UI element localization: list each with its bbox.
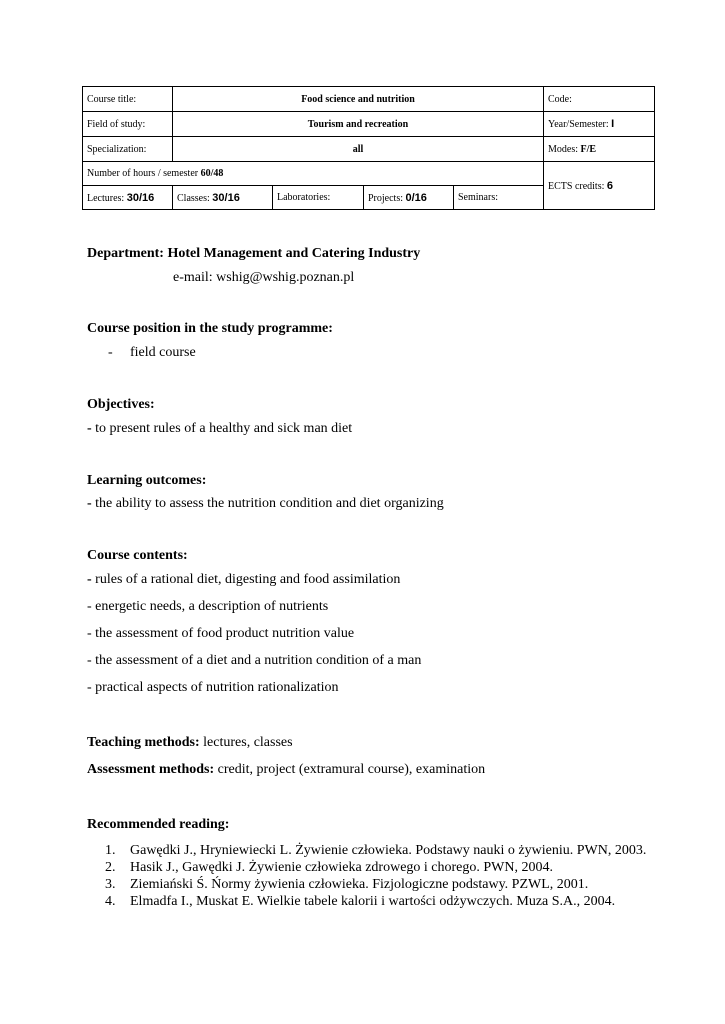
- reading-text: Gawędki J., Hryniewiecki L. Żywienie człowieka. Podstawy nauki o żywieniu. PWN, 2003.: [130, 843, 647, 858]
- teaching-label: Teaching methods:: [87, 735, 200, 750]
- reading-number: 1.: [105, 843, 116, 858]
- objectives-dash: -: [87, 421, 92, 436]
- labs-cell: [273, 186, 364, 210]
- outcomes-dash: -: [87, 496, 92, 511]
- spec-value: all: [173, 137, 544, 162]
- contents-item: - the assessment of food product nutrition value: [87, 626, 355, 641]
- list-item: [105, 893, 650, 910]
- list-item: [105, 842, 650, 859]
- labs-label: Laboratories:: [277, 192, 331, 203]
- contents-item: - the assessment of a diet and a nutrition condition of a man: [87, 653, 422, 668]
- projects-label: Projects:: [368, 192, 403, 204]
- contents-dash: -: [87, 572, 92, 587]
- outcomes-heading: Learning outcomes:: [87, 473, 207, 488]
- list-item: [105, 876, 650, 893]
- teaching-methods: [87, 735, 293, 751]
- teaching-value: lectures, classes: [199, 735, 293, 750]
- projects-value: 0/16: [405, 191, 427, 204]
- contents-first-text: rules of a rational diet, digesting and food assimilation: [91, 572, 401, 587]
- year-cell: [544, 112, 655, 137]
- outcomes-text: the ability to assess the nutrition condition and diet organizing: [91, 496, 444, 511]
- code-label: Code:: [544, 87, 655, 112]
- modes-cell: [544, 137, 655, 162]
- year-value: I: [611, 118, 615, 130]
- classes-value: 30/16: [212, 191, 240, 204]
- contents-item: - practical aspects of nutrition rationalization: [87, 680, 339, 695]
- objectives-heading: Objectives:: [87, 397, 155, 412]
- reading-text: Elmadfa I., Muskat E. Wielkie tabele kalorii i wartości odżywczych. Muza S.A., 2004.: [130, 894, 616, 909]
- ects-label: ECTS credits:: [548, 180, 605, 192]
- objectives-text: to present rules of a healthy and sick man diet: [91, 421, 353, 436]
- course-title-label: Course title:: [83, 87, 173, 112]
- modes-label: Modes:: [548, 143, 578, 155]
- reading-list: [105, 842, 650, 910]
- contents-heading: Course contents:: [87, 548, 188, 563]
- table-row: [83, 137, 655, 162]
- course-title-value: Food science and nutrition: [173, 87, 544, 112]
- reading-number: 2.: [105, 860, 116, 875]
- year-label: Year/Semester:: [548, 119, 609, 130]
- ects-cell: [544, 162, 655, 210]
- department-email: e-mail: wshig@wshig.poznan.pl: [173, 270, 355, 285]
- seminars-cell: [454, 186, 544, 210]
- seminars-label: Seminars:: [458, 192, 498, 203]
- field-value: Tourism and recreation: [173, 112, 544, 137]
- position-heading: Course position in the study programme:: [87, 321, 333, 336]
- reading-text: Ziemiański Ś. Ńormy żywienia człowieka. Fizjologiczne podstawy. PZWL, 2001.: [130, 877, 589, 892]
- position-item: field course: [130, 345, 196, 360]
- table-row: [83, 87, 655, 112]
- position-dash: -: [108, 345, 113, 360]
- course-info-table: [82, 86, 655, 210]
- reading-heading: Recommended reading:: [87, 817, 230, 832]
- field-label: Field of study:: [83, 112, 173, 137]
- hours-cell: [83, 162, 544, 186]
- table-row: [83, 162, 655, 186]
- reading-number: 3.: [105, 877, 116, 892]
- projects-cell: [364, 186, 454, 210]
- list-item: [105, 859, 650, 876]
- reading-text: Hasik J., Gawędki J. Żywienie człowieka zdrowego i chorego. PWN, 2004.: [130, 860, 554, 875]
- objectives-item: [87, 421, 352, 437]
- spec-label: Specialization:: [83, 137, 173, 162]
- lectures-label: Lectures:: [87, 192, 125, 204]
- classes-label: Classes:: [177, 192, 210, 204]
- hours-label: Number of hours / semester: [87, 168, 199, 179]
- assessment-label: Assessment methods:: [87, 762, 215, 777]
- ects-value: 6: [606, 179, 614, 192]
- modes-value: F/E: [580, 143, 597, 155]
- outcomes-item: [87, 496, 444, 512]
- assessment-value: credit, project (extramural course), examination: [214, 762, 486, 777]
- assessment-methods: [87, 762, 485, 778]
- classes-cell: [173, 186, 273, 210]
- lectures-value: 30/16: [126, 191, 155, 204]
- contents-item: - energetic needs, a description of nutrients: [87, 599, 329, 614]
- reading-number: 4.: [105, 894, 116, 909]
- hours-value: 60/48: [200, 168, 224, 179]
- contents-item: [87, 572, 400, 588]
- table-row: [83, 112, 655, 137]
- department-heading: Department: Hotel Management and Catering Industry: [87, 246, 421, 261]
- lectures-cell: [83, 186, 173, 210]
